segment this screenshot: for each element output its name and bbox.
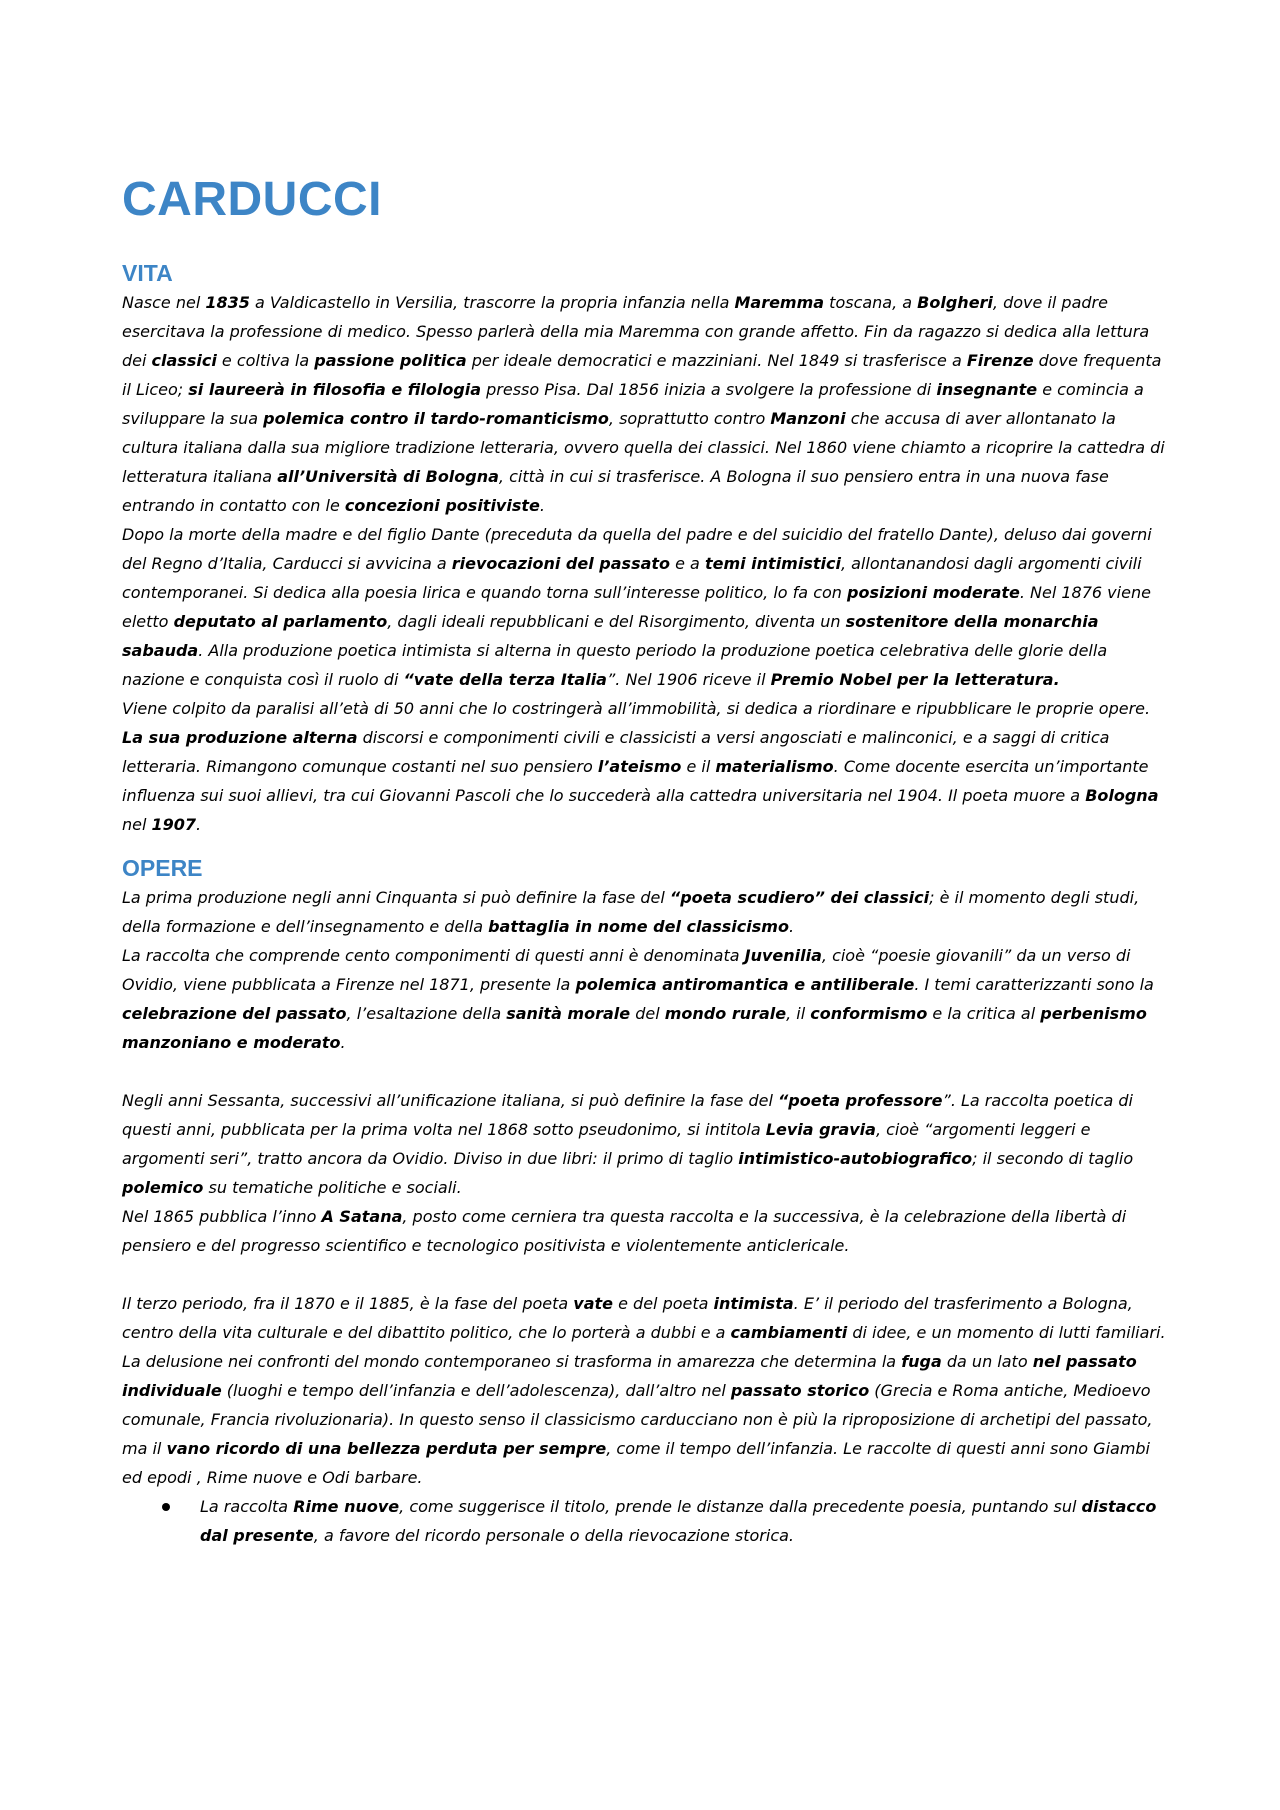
list-item-text [200,1492,1172,1550]
text-run: su tematiche politiche e sociali. [203,1178,462,1197]
bold-text: insegnante [936,380,1038,399]
bold-text: 1835 [205,293,250,312]
text-run: Negli anni Sessanta, successivi all’unificazione italiana, si può definire la fase del [122,1091,778,1110]
text-run: ; è il momento degli studi, della formazione e dell’insegnamento e della [122,888,1140,936]
text-run: , l’esaltazione della [346,1004,507,1023]
bold-text: polemica contro il tardo-romanticismo [263,409,609,428]
text-run: presso Pisa. Dal 1856 inizia a svolgere la professione di [481,380,937,399]
section-opere [122,853,1172,1550]
text-run: e coltiva la [216,351,315,370]
text-run: . I temi caratterizzanti sono la [914,975,1154,994]
bold-text: perbenismo manzoniano e moderato [122,1004,1147,1052]
text-run: da un lato [941,1352,1033,1371]
text-run: toscana, a [824,293,918,312]
text-run: . Nel 1876 viene eletto [122,583,1151,631]
bold-text: mondo rurale [664,1004,787,1023]
text-run: per ideale democratici e mazziniani. Nel 1849 si trasferisce a [466,351,967,370]
text-run: . E’ il periodo del trasferimento a Bologna, centro della vita culturale e del dibattito politico, che lo porterà a dubbi e a [122,1294,1133,1342]
bold-text: “poeta professore [777,1091,943,1110]
section-vita [122,258,1172,839]
text-run: , posto come cerniera tra questa raccolta e la successiva, è la celebrazione della libertà di pensiero e del progresso scientifico e tecnologico positivista e violentemente anticlericale. [122,1207,1127,1255]
page-title: CARDUCCI [122,173,382,226]
text-run: Viene colpito da paralisi all’età di 50 anni che lo costringerà all’immobilità, si dedica a riordinare e ripubblicare le proprie opere. [122,699,1151,718]
bold-text: posizioni moderate [847,583,1020,602]
bold-text: Bologna [1085,786,1159,805]
bold-text: passione politica [314,351,467,370]
text-run: , cioè “poesie giovanili” da un verso di Ovidio, viene pubblicata a Firenze nel 1871, presente la [122,946,1131,994]
text-run: ”. Nel 1906 riceve il [606,670,771,689]
bold-text: rievocazioni del passato [451,554,671,573]
text-run: La raccolta [200,1497,294,1516]
text-run: del [630,1004,665,1023]
paragraph [122,883,1172,941]
bold-text: Bolgheri [917,293,993,312]
text-run: e del poeta [613,1294,714,1313]
text-run: Nel 1865 pubblica l’inno [122,1207,322,1226]
bold-text: Premio Nobel per la letteratura. [770,670,1060,689]
paragraph [122,288,1172,520]
text-run: . [196,815,202,834]
text-run: e la critica al [927,1004,1041,1023]
text-run: La prima produzione negli anni Cinquanta si può definire la fase del [122,888,670,907]
bold-text: intimistico-autobiografico [738,1149,973,1168]
document-page [122,170,1172,1550]
text-run: e a [670,554,705,573]
bold-text: classici [151,351,217,370]
text-run: , allontanandosi dagli argomenti civili contemporanei. Si dedica alla poesia lirica e quando torna sull’interesse politico, lo fa con [122,554,1142,602]
bold-text: Maremma [734,293,825,312]
bold-text: passato storico [730,1381,870,1400]
text-run: , dagli ideali repubblicani e del Risorgimento, diventa un [387,612,846,631]
text-run: e il [681,757,716,776]
bold-text: “vate della terza Italia [403,670,607,689]
text-run: , cioè “argomenti leggeri e argomenti seri”, tratto ancora da Ovidio. Diviso in due libri: il primo di taglio [122,1120,1091,1168]
bold-text: sostenitore della monarchia sabauda [122,612,1099,660]
paragraph [122,520,1172,694]
bold-text: battaglia in nome del classicismo [488,917,789,936]
bold-text: nel passato individuale [122,1352,1137,1400]
bold-text: Firenze [966,351,1034,370]
bold-text: celebrazione del passato [122,1004,347,1023]
text-run: (Grecia e Roma antiche, Medioevo comunale, Francia rivoluzionaria). In questo senso il classicismo carducciano non è più la riproposizione di archetipi del passato, ma il [122,1381,1153,1458]
text-run: . [788,917,795,936]
text-run: , soprattutto contro [608,409,771,428]
bold-text: Levia gravia [765,1120,876,1139]
section-heading-vita: VITA [122,260,173,286]
bold-text: distacco dal presente [200,1497,1157,1545]
text-run: . [340,1033,346,1052]
bold-text: vano ricordo di una bellezza perduta per sempre [166,1439,607,1458]
text-run: , il [786,1004,811,1023]
bold-text: fuga [901,1352,942,1371]
text-run: Nasce nel [122,293,206,312]
text-run: a Valdicastello in Versilia, trascorre la propria infanzia nella [249,293,735,312]
bold-text: La sua produzione alterna [122,728,358,747]
text-run: che accusa di aver allontanato la cultura italiana dalla sua migliore tradizione letteraria, ovvero quella dei classici. Nel 1860 viene chiamto a ricoprire la cattedra di letteratura italiana [122,409,1165,486]
bold-text: all’Università di Bologna [277,467,499,486]
text-run: discorsi e componimenti civili e classicisti a versi angosciati e malinconici, e a saggi di critica letteraria. Rimangono comunque costanti nel suo pensiero [122,728,1110,776]
text-run: , come suggerisce il titolo, prende le distanze dalla precedente poesia, puntando sul [399,1497,1082,1516]
text-run: . Alla produzione poetica intimista si alterna in questo periodo la produzione poetica celebrativa delle glorie della nazione e conquista così il ruolo di [122,641,1108,689]
text-run: , come il tempo dell’infanzia. Le raccolte di questi anni sono Giambi ed epodi , Rime nuove e Odi barbare. [122,1439,1150,1487]
text-run: di idee, e un momento di lutti familiari. La delusione nei confronti del mondo contemporaneo si trasforma in amarezza che determina la [122,1323,1166,1371]
bullet-list [122,1492,1172,1550]
text-run: dove frequenta il Liceo; [122,351,1162,399]
bold-text: materialismo [715,757,834,776]
paragraph [122,694,1172,723]
bullet-icon [162,1503,170,1511]
bold-text: A Satana [321,1207,403,1226]
text-run: (luoghi e tempo dell’infanzia e dell’adolescenza), dall’altro nel [221,1381,731,1400]
list-item [122,1492,1172,1550]
bold-text: si laureerà in filosofia e filologia [188,380,482,399]
text-run: Il terzo periodo, fra il 1870 e il 1885, è la fase del poeta [122,1294,574,1313]
text-run: ”. La raccolta poetica di questi anni, pubblicata per la prima volta nel 1868 sotto pseudonimo, si intitola [122,1091,1133,1139]
text-run: . [539,496,545,515]
bold-text: cambiamenti [730,1323,848,1342]
text-run: Dopo la morte della madre e del figlio Dante (preceduta da quella del padre e del suicidio del fratello Dante), deluso dai governi del Regno d’Italia, Carducci si avvicina a [122,525,1152,573]
bold-text: Juvenilia [744,946,822,965]
bold-text: deputato al parlamento [173,612,388,631]
bold-text: concezioni positiviste [344,496,540,515]
bold-text: polemico [122,1178,204,1197]
section-heading-opere: OPERE [122,855,203,881]
bold-text: intimista [713,1294,794,1313]
text-run: nel [122,815,152,834]
text-run: , dove il padre esercitava la professione di medico. Spesso parlerà della mia Maremma con grande affetto. Fin da ragazzo si dedica alla lettura dei [122,293,1150,370]
bold-text: vate [573,1294,614,1313]
paragraph [122,1289,1172,1492]
bold-text: sanità morale [506,1004,631,1023]
text-run: e comincia a sviluppare la sua [122,380,1144,428]
paragraph [122,941,1172,1057]
bold-text: 1907 [151,815,197,834]
text-run: , città in cui si trasferisce. A Bologna il suo pensiero entra in una nuova fase entrando in contatto con le [122,467,1109,515]
bold-text: conformismo [810,1004,928,1023]
text-run: . Come docente esercita un’importante influenza sui suoi allievi, tra cui Giovanni Pascoli che lo succederà alla cattedra universitaria nel 1904. Il poeta muore a [122,757,1149,805]
bold-text: l’ateismo [597,757,682,776]
bold-text: Manzoni [770,409,846,428]
text-run: La raccolta che comprende cento componimenti di questi anni è denominata [122,946,745,965]
bold-text: Rime nuove [293,1497,400,1516]
paragraph [122,1202,1172,1260]
bold-text: “poeta scudiero” dei classici [669,888,930,907]
paragraph [122,723,1172,839]
bold-text: polemica antiromantica e antiliberale [575,975,915,994]
bold-text: temi intimistici [704,554,841,573]
text-run: , a favore del ricordo personale o della rievocazione storica. [313,1526,794,1545]
paragraph [122,1086,1172,1202]
text-run: ; il secondo di taglio [972,1149,1134,1168]
